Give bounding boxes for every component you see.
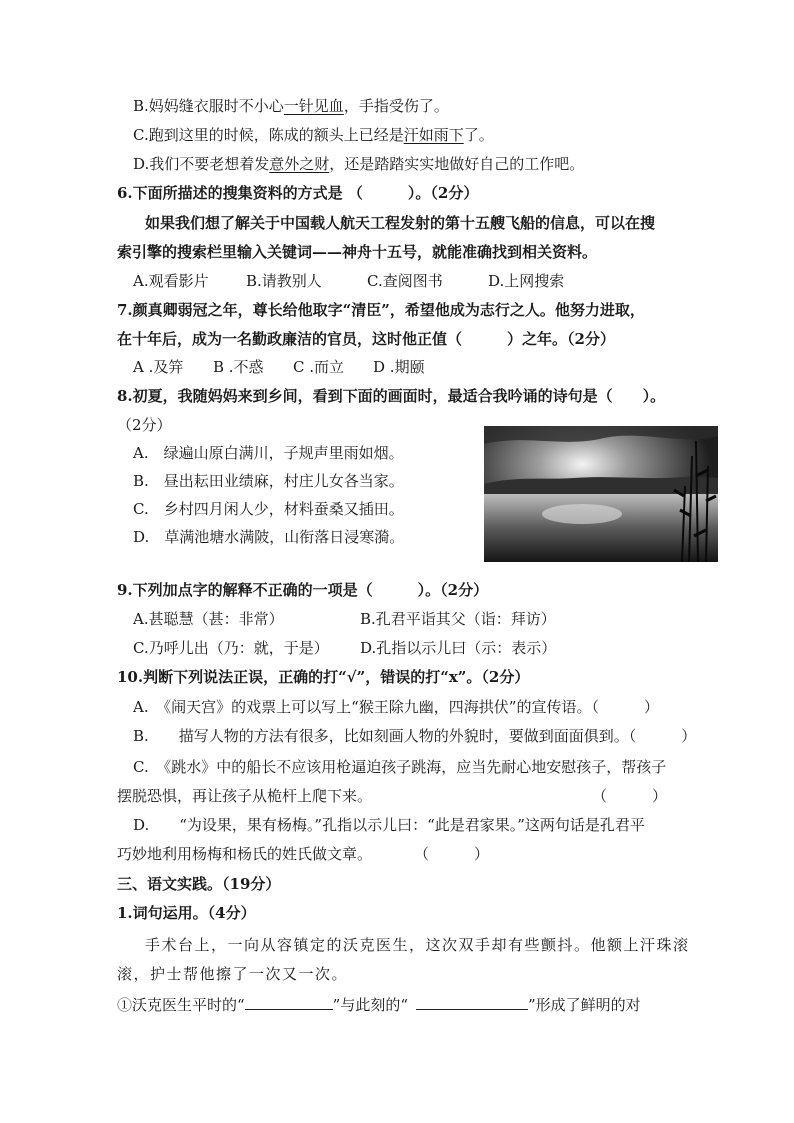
landscape-sunset-photo — [484, 426, 718, 562]
q8-score: （2分） — [117, 416, 172, 434]
fill-question-1-post: ”形成了鲜明的对 — [528, 996, 641, 1014]
q8-option-a: A. 绿遍山原白满川，子规声里雨如烟。 — [133, 444, 404, 462]
q5-option-d — [133, 154, 584, 174]
section3-heading: 三、语文实践。（19分） — [117, 875, 281, 893]
q6-option-c: C.查阅图书 — [367, 272, 443, 290]
q5-option-b-post: ，手指受伤了。 — [343, 97, 449, 115]
section3-passage-line1: 手术台上，一向从容镇定的沃克医生，这次双手却有些颤抖。他额上汗珠滚 — [145, 936, 690, 954]
q10-answer-paren-d[interactable]: （ ） — [414, 845, 490, 863]
q10-statement-c-line2: 摆脱恐惧，再让孩子从桅杆上爬下来。 — [117, 787, 373, 805]
q10-statement-a: A. 《闹天宫》的戏票上可以写上“猴王除九幽，四海拱伏”的宣传语。（ ） — [133, 698, 659, 716]
q7-option-a: A .及笄 — [133, 358, 184, 376]
q5-option-c-idiom: 汗如雨下 — [403, 126, 464, 144]
q6-passage-line2: 索引擎的搜索栏里输入关键词——神舟十五号，就能准确找到相关资料。 — [117, 243, 598, 261]
q8-option-d: D. 草满池塘水满陂，山衔落日浸寒漪。 — [133, 528, 405, 546]
q6-option-b: B.请教别人 — [246, 272, 322, 290]
q7-line1: 7.颜真卿弱冠之年，尊长给他取字“清臣”，希望他成为志行之人。他努力进取， — [117, 301, 645, 319]
fill-blank-1[interactable] — [245, 994, 333, 1010]
section3-passage-line2: 滚，护士帮他擦了一次又一次。 — [117, 965, 349, 983]
q10-answer-paren-c[interactable]: （ ） — [592, 787, 668, 805]
q10-statement-d-line2: 巧妙地利用杨梅和杨氏的姓氏做文章。 — [117, 845, 373, 863]
q10-statement-c-line1: C. 《跳水》中的船长不应该用枪逼迫孩子跳海，应当先耐心地安慰孩子，帮孩子 — [133, 758, 667, 776]
q7-option-d: D .期颐 — [373, 358, 425, 376]
q5-option-b — [133, 96, 449, 116]
q9-title: 9.下列加点字的解释不正确的一项是（ ）。（2分） — [117, 581, 489, 599]
q10-title: 10.判断下列说法正误，正确的打“√”，错误的打“x”。（2分） — [117, 668, 530, 686]
q5-option-b-idiom: 一针见血 — [283, 97, 344, 115]
section3-sub1: 1.词句运用。（4分） — [117, 904, 256, 922]
q6-option-a: A.观看影片 — [133, 272, 209, 290]
q8-option-b: B. 昼出耘田业绩麻，村庄儿女各当家。 — [133, 472, 404, 490]
q5-option-c-pre: C.跑到这里的时候，陈成的额头上已经是 — [133, 126, 404, 144]
section3-fill-question-1 — [117, 994, 641, 1015]
q6-title: 6.下面所描述的搜集资料的方式是 （ ）。（2分） — [117, 184, 479, 202]
q8-option-c: C. 乡村四月闲人少，材料蚕桑又插田。 — [133, 500, 404, 518]
q6-passage-line1: 如果我们想了解关于中国载人航天工程发射的第十五艘飞船的信息，可以在搜 — [145, 214, 656, 232]
q5-option-d-pre: D.我们不要老想着发 — [133, 155, 270, 173]
q5-option-c-post: 了。 — [463, 126, 494, 144]
q9-option-d: D.孔指以示儿曰（示：表示） — [360, 639, 557, 657]
q7-option-c: C .而立 — [293, 358, 345, 376]
q7-line2: 在十年后，成为一名勤政廉洁的官员，这时他正值（ ）之年。（2分） — [117, 330, 615, 348]
q10-statement-d-line1: D. “为设果，果有杨梅。”孔指以示儿曰：“此是君家果。”这两句话是孔君平 — [133, 816, 645, 834]
fill-blank-2[interactable] — [416, 994, 528, 1010]
q6-option-d: D.上网搜索 — [488, 272, 565, 290]
q5-option-d-idiom: 意外之财 — [269, 155, 330, 173]
q9-option-c: C.乃呼儿出（乃：就，于是） — [133, 639, 329, 657]
q10-statement-b: B. 描写人物的方法有很多，比如刻画人物的外貌时，要做到面面俱到。（ ） — [133, 727, 697, 745]
q5-option-d-post: ，还是踏踏实实地做好自己的工作吧。 — [329, 155, 585, 173]
fill-question-1-mid: ”与此刻的“ — [332, 996, 409, 1014]
fill-question-1-pre: ①沃克医生平时的“ — [117, 996, 245, 1014]
q9-option-b: B.孔君平诣其父（诣：拜访） — [360, 610, 556, 628]
q8-line1: 8.初夏，我随妈妈来到乡间，看到下面的画面时，最适合我吟诵的诗句是（ ）。 — [117, 387, 666, 405]
q5-option-b-pre: B.妈妈缝衣服时不小心 — [133, 97, 284, 115]
q5-option-c — [133, 125, 494, 145]
q7-option-b: B .不惑 — [213, 358, 264, 376]
q9-option-a: A.甚聪慧（甚：非常） — [133, 610, 284, 628]
